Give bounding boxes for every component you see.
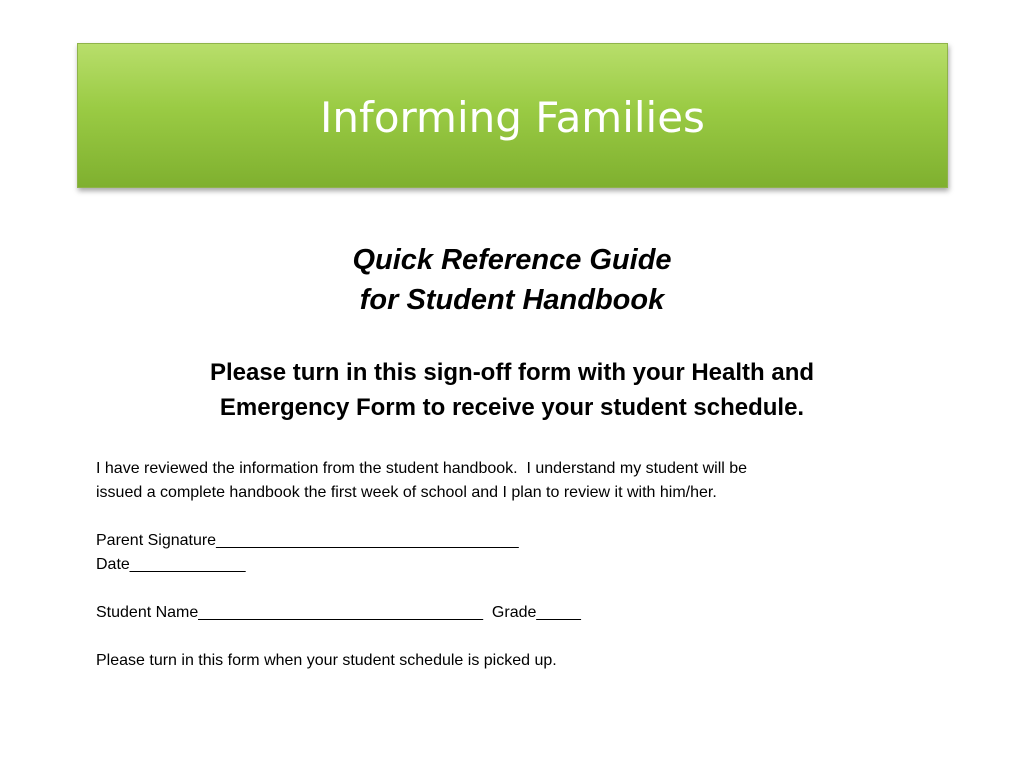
guide-title-line-1: Quick Reference Guide	[352, 244, 672, 276]
instruction-line-1: Please turn in this sign-off form with your Health and	[209, 359, 815, 386]
spacer	[96, 577, 956, 601]
instruction-text	[0, 355, 1024, 425]
parent-signature-field: Parent Signature__________________________________	[96, 532, 519, 549]
guide-title	[0, 240, 1024, 320]
spacer	[96, 505, 956, 529]
guide-title-line-2: for Student Handbook	[359, 284, 665, 316]
closing-note: Please turn in this form when your student schedule is picked up.	[96, 652, 557, 669]
sign-off-form	[96, 457, 956, 673]
statement-line-2: issued a complete handbook the first week of school and I plan to review it with him/her.	[96, 484, 717, 501]
slide-title: Informing Families	[320, 93, 705, 142]
spacer	[96, 625, 956, 649]
student-name-grade-field: Student Name________________________________ Grade_____	[96, 604, 581, 621]
instruction-line-2: Emergency Form to receive your student schedule.	[219, 394, 805, 421]
date-field: Date_____________	[96, 556, 246, 573]
statement-line-1: I have reviewed the information from the student handbook. I understand my student will be	[96, 460, 748, 477]
title-banner	[77, 43, 948, 188]
